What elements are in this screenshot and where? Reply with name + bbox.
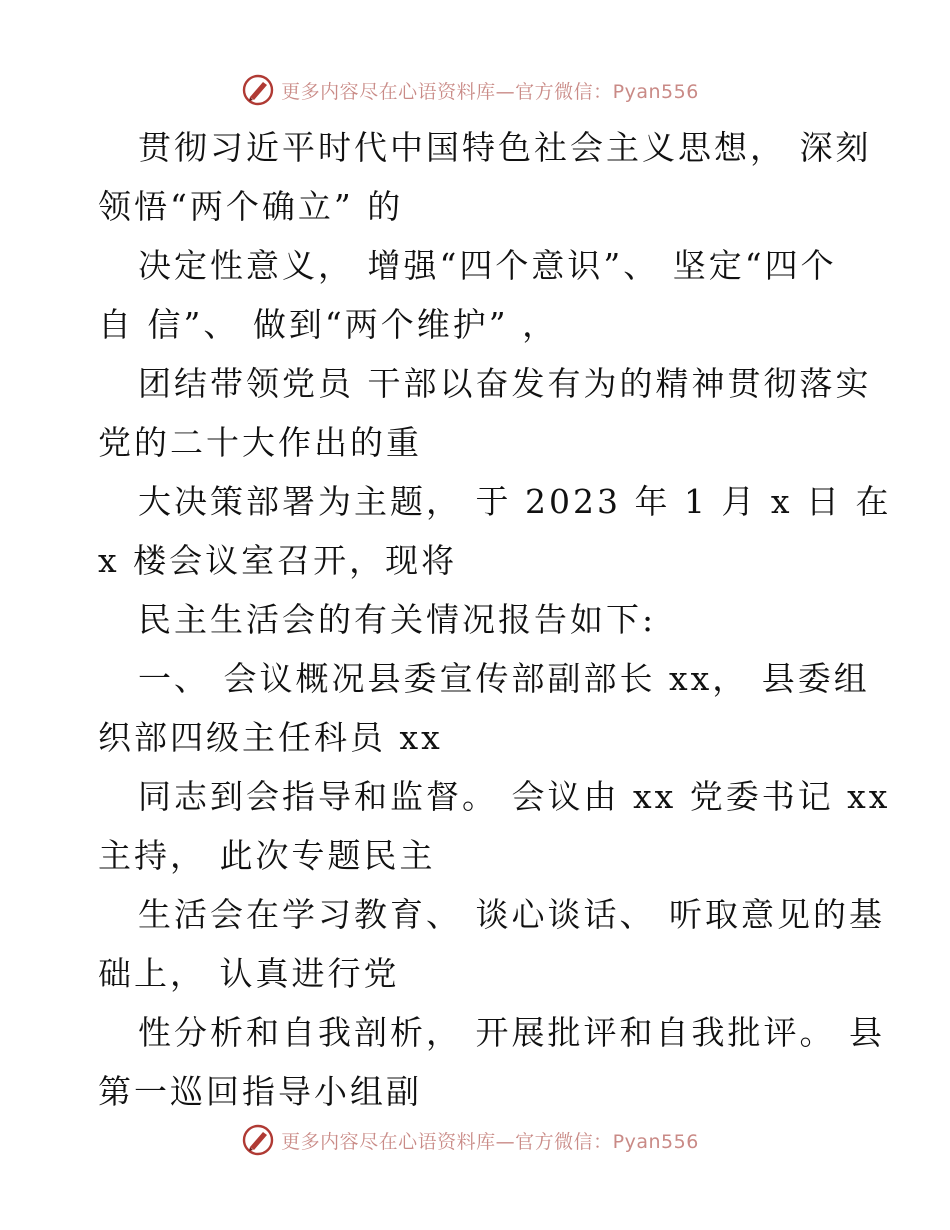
- footer-watermark: [0, 1120, 950, 1160]
- paragraph: 一、 会议概况县委宣传部副部长 xx， 县委组 织部四级主任科员 xx: [98, 659, 870, 757]
- paragraph: 同志到会指导和监督。 会议由 xx 党委书记 xx 主持， 此次专题民主: [98, 777, 891, 875]
- paragraph: 决定性意义， 增强“四个意识”、 坚定“四个 自 信”、 做到“两个维护” ，: [98, 246, 837, 344]
- document-body: [98, 118, 892, 1121]
- paragraph: 大决策部署为主题， 于 2023 年 1 月 x 日 在 x 楼会议室召开，现将: [98, 482, 892, 580]
- header-watermark: [0, 70, 950, 110]
- watermark-text: 更多内容尽在心语资料库—官方微信：Pyan556: [281, 1130, 699, 1153]
- watermark-text: 更多内容尽在心语资料库—官方微信：Pyan556: [281, 80, 699, 103]
- pen-logo-icon: [241, 1123, 275, 1157]
- paragraph: 生活会在学习教育、 谈心谈话、 听取意见的基 础上， 认真进行党: [98, 895, 885, 993]
- paragraph: 性分析和自我剖析， 开展批评和自我批评。 县 第一巡回指导小组副: [98, 1013, 885, 1111]
- paragraph: 团结带领党员 干部以奋发有为的精神贯彻落实 党的二十大作出的重: [98, 364, 872, 462]
- paragraph: 贯彻习近平时代中国特色社会主义思想， 深刻 领悟“两个确立” 的: [98, 128, 872, 226]
- pen-logo-icon: [241, 73, 275, 107]
- paragraph: 民主生活会的有关情况报告如下:: [138, 600, 657, 639]
